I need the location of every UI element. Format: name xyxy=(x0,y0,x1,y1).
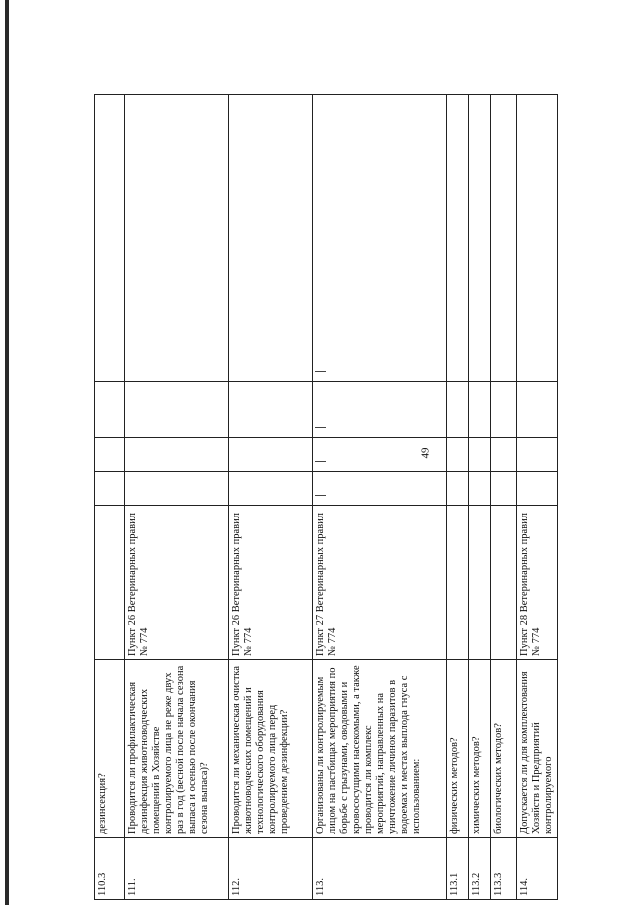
answer-yes-cell xyxy=(229,472,313,506)
requirement-cell: Пункт 26 Ветеринарных правил № 774 xyxy=(229,506,313,660)
page-number: 49 xyxy=(419,447,432,459)
row-number: 112. xyxy=(229,838,313,900)
table-row xyxy=(447,95,469,900)
requirement-cell xyxy=(469,506,491,660)
row-number: 111. xyxy=(125,838,229,900)
table-row xyxy=(95,95,125,900)
answer-yes-cell xyxy=(125,472,229,506)
row-number: 110.3 xyxy=(95,838,125,900)
checklist-table xyxy=(94,94,558,900)
table-row xyxy=(125,95,229,900)
question-cell: дезинсекция? xyxy=(95,660,125,838)
question-cell: Проводится ли механическая очистка животноводческих помещений и технологического оборудования контролируемого лица перед проведением дезинфекции? xyxy=(229,660,313,838)
table-row xyxy=(469,95,491,900)
answer-no-cell xyxy=(313,438,447,472)
dash-mark xyxy=(315,427,326,428)
dash-mark xyxy=(315,371,326,372)
question-cell: Допускается ли для комплектования Хозяйств и Предприятий контролируемого xyxy=(517,660,558,838)
answer-yes-cell xyxy=(313,472,447,506)
dash-mark xyxy=(315,461,326,462)
question-cell: химических методов? xyxy=(469,660,491,838)
answer-na-cell xyxy=(95,382,125,438)
answer-na-cell xyxy=(469,382,491,438)
note-cell xyxy=(95,95,125,382)
row-number: 113.3 xyxy=(491,838,517,900)
note-cell xyxy=(517,95,558,382)
requirement-cell: Пункт 28 Ветеринарных правил № 774 xyxy=(517,506,558,660)
requirement-cell: Пункт 27 Ветеринарных правил № 774 xyxy=(313,506,447,660)
answer-na-cell xyxy=(447,382,469,438)
note-cell xyxy=(447,95,469,382)
answer-no-cell xyxy=(447,438,469,472)
row-number: 113.2 xyxy=(469,838,491,900)
table-row xyxy=(313,95,447,900)
note-cell xyxy=(491,95,517,382)
row-number: 113. xyxy=(313,838,447,900)
answer-yes-cell xyxy=(517,472,558,506)
answer-no-cell xyxy=(95,438,125,472)
note-cell xyxy=(469,95,491,382)
answer-yes-cell xyxy=(491,472,517,506)
row-number: 114. xyxy=(517,838,558,900)
answer-no-cell xyxy=(491,438,517,472)
note-cell xyxy=(125,95,229,382)
answer-no-cell xyxy=(517,438,558,472)
table-row xyxy=(229,95,313,900)
table-row xyxy=(517,95,558,900)
answer-no-cell xyxy=(229,438,313,472)
answer-na-cell xyxy=(125,382,229,438)
question-cell: Организованы ли контролируемым лицом на пастбищах мероприятия по борьбе с грызунами, оводовыми и кровососущими насекомыми, а также проводится ли комплекс мероприятий, направленных на уничтожение личинок паразитов в водоемах и местах выплода гнуса с использованием: xyxy=(313,660,447,838)
question-cell: Проводится ли профилактическая дезинфекция животноводческих помещений в Хозяйстве контролируемого лица не реже двух раз в год (весной после начала сезона выпаса и осенью после окончания сезона выпаса)? xyxy=(125,660,229,838)
answer-no-cell xyxy=(125,438,229,472)
scan-edge xyxy=(5,0,9,905)
note-cell xyxy=(313,95,447,382)
answer-na-cell xyxy=(517,382,558,438)
row-number: 113.1 xyxy=(447,838,469,900)
requirement-cell: Пункт 26 Ветеринарных правил № 774 xyxy=(125,506,229,660)
table-row xyxy=(491,95,517,900)
checklist-rotated xyxy=(94,95,554,900)
answer-no-cell xyxy=(469,438,491,472)
answer-na-cell xyxy=(313,382,447,438)
answer-na-cell xyxy=(491,382,517,438)
question-cell: биологических методов? xyxy=(491,660,517,838)
note-cell xyxy=(229,95,313,382)
answer-yes-cell xyxy=(469,472,491,506)
requirement-cell xyxy=(95,506,125,660)
answer-na-cell xyxy=(229,382,313,438)
requirement-cell xyxy=(491,506,517,660)
checklist-sheet xyxy=(94,95,554,900)
dash-mark xyxy=(315,495,326,496)
question-cell: физических методов? xyxy=(447,660,469,838)
requirement-cell xyxy=(447,506,469,660)
answer-yes-cell xyxy=(95,472,125,506)
answer-yes-cell xyxy=(447,472,469,506)
